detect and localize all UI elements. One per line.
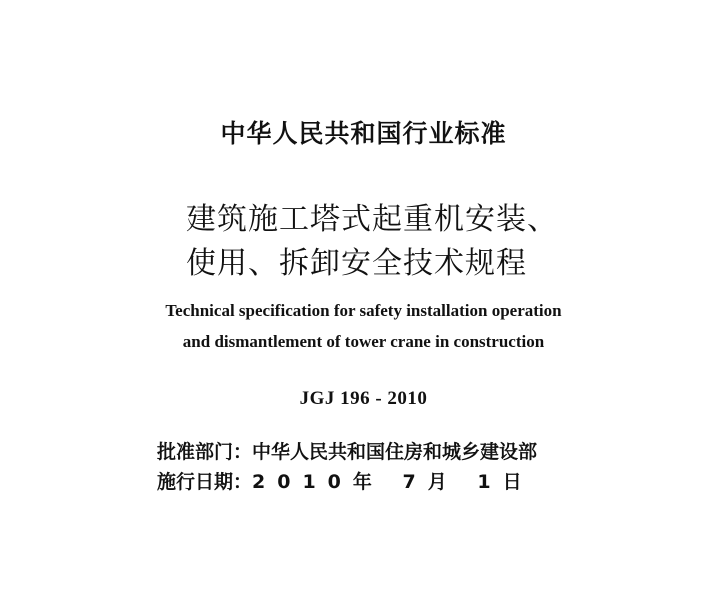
standard-number: JGJ 196 - 2010 xyxy=(299,388,428,409)
effective-date-row xyxy=(157,467,537,497)
standard-category: 中华人民共和国行业标准 xyxy=(220,119,507,148)
approval-value: 中华人民共和国住房和城乡建设部 xyxy=(252,441,538,463)
chinese-title xyxy=(186,198,558,286)
english-title-line-1: Technical specification for safety installation operation xyxy=(165,301,562,320)
approval-label: 批准部门： xyxy=(157,441,253,463)
english-title-line-2: and dismantlement of tower crane in construction xyxy=(182,332,545,351)
effective-date-value: 2010年 7月 1日 xyxy=(252,471,534,493)
chinese-title-line-1: 建筑施工塔式起重机安装、 xyxy=(186,202,558,237)
effective-date-label: 施行日期： xyxy=(157,471,253,493)
chinese-title-line-2: 使用、拆卸安全技术规程 xyxy=(186,246,527,281)
english-title xyxy=(0,295,727,357)
publication-info xyxy=(157,437,537,497)
approval-row xyxy=(157,437,537,467)
